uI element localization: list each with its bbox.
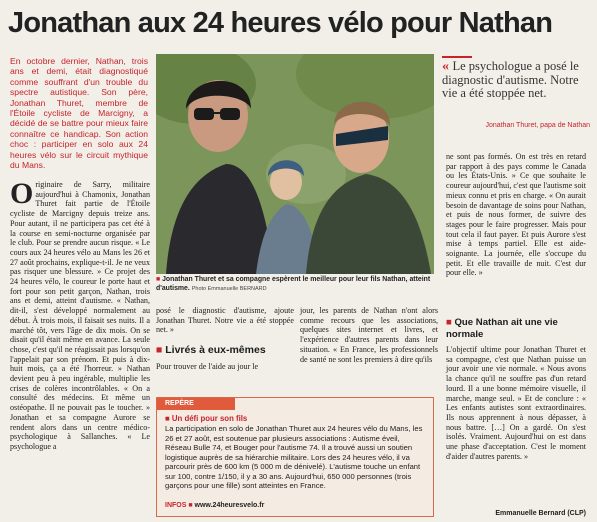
repere-title: [165, 414, 425, 423]
column-2-top: posé le diagnostic d'autisme, ajoute Jonathan Thuret. Notre vie a été stoppée net. »: [156, 306, 294, 335]
globe-icon: ■: [188, 502, 193, 509]
subhead-vie-normale: [446, 317, 590, 340]
quote-mark-icon: «: [442, 59, 453, 74]
column-3: jour, les parents de Nathan n'ont alors comme recours que les associations, quelques sites internet et livres, et l'expérience d'autres parents dans leur situation. « En France, les professionnels de santé ne sont les premiers à dire qu'ils: [300, 306, 438, 364]
subhead-marker-icon-2: ■: [446, 317, 452, 328]
column-4-bottom: L'objectif ultime pour Jonathan Thuret et sa compagne, c'est que Nathan puisse un jour avoir une vie normale. « Nous avons la chance qu'il ne souffre pas d'un retard lourd. Il a une bonne mémoire visuelle, il marche, mange seul. » Et de conclure : « Les enfants autistes sont extraordinaires. Ils nous apprennent à nous dépasser, à nous battre. […] On a gardé. On s'est isolés. Vraiment. Aujourd'hui on est dans une phase d'acceptation. C'est le moment d'aider d'autres parents. »: [446, 345, 586, 461]
quote-rule: [442, 56, 472, 58]
repere-info-url[interactable]: www.24heuresvelo.fr: [194, 502, 265, 509]
quote-author: Jonathan Thuret, papa de Nathan: [485, 122, 590, 129]
column-1: [10, 177, 150, 452]
repere-body: La participation en solo de Jonathan Thuret aux 24 heures vélo du Mans, les 26 et 27 août, est soutenue par plusieurs associations : Autisme éveil, Réseau Bulle 74, et Bouger pour l'autisme 74. Il a trouvé aussi un soutien logistique auprès de sa hiérarchie militaire. Lors des 24 heures vélo, il va parcourir près de 600 km (5 000 m de dénivelé). L'autisme touche un enfant sur 100, contre 1/150, il y a 30 ans. Aujourd'hui, 650 000 personnes (trois garçons pour une fille) sont atteintes en France.: [165, 424, 423, 490]
photo-credit: Photo Emmanuelle BERNARD: [191, 285, 267, 292]
repere-tag: REPÈRE: [157, 398, 235, 410]
column-1-text: riginaire de Sarry, militaire aujourd'hui à Chamonix, Jonathan Thuret fait partie de l'Étoile cycliste de Marcigny depuis treize ans. Pour autant, il ne participera pas cet été à la course en semi-nocturne organisée par le club. Pour se prendre aucun risque. « Le cours aux 24 heures vélo au Mans les 26 et 27 août prochains, explique-t-il. Je ne veux pas risquer une blessure. » Ce projet des 24 heures vélo, le coureur le porte haut et fort pour son petit garçon, Nathan, trois ans et demi, atteint d'autisme. « Nathan, dit-il, s'est développé normalement au début. À trois mois, il faisait ses nuits. Il a marché tôt, vers l'âge de dix mois. On se disait qu'il était même en avance. La seule chose, c'est qu'il ne réagissait pas lorsqu'on l'appelait par son prénom. Et puis à dix-huit mois, ça a été l'horreur. » Nathan devient peu à peu ingérable, multiplie les crises de colères incontrôlables. « On a consulté des médecins. Et même un ostéopathe. Il ne pouvait pas le toucher. » Jonathan et sa compagne Aurore se rendent alors dans un centre médico-psychologique à Sallanches. « Le psychologue a: [10, 180, 150, 451]
subhead-vie-normale-text: Que Nathan ait une vie normale: [446, 317, 558, 340]
pull-quote-text: Le psychologue a posé le diagnostic d'autisme. Notre vie a été stoppée net.: [442, 59, 579, 100]
headline: Jonathan aux 24 heures vélo pour Nathan: [8, 7, 553, 39]
author-signature: Emmanuelle Bernard (CLP): [495, 510, 586, 517]
subhead-marker-icon: ■: [156, 344, 163, 356]
column-4-top: ne sont pas formés. On est très en retard par rapport à des pays comme le Canada ou les États-Unis. » Ce que souhaite le coureur aujourd'hui, c'est que l'autisme soit mieux connu et pris en charge. « On aurait besoin de davantage de soins pour Nathan, et puis de nous former, de suivre des stages pour le faire progresser. Mais pour tout cela il faut payer. Et puis Aurore s'est mise à temps partiel. Elle est aide-soignante. La journée, elle s'occupe du petit. Et elle travaille de nuit. C'est dur pour elle. »: [446, 152, 586, 278]
repere-info-label: INFOS: [165, 502, 187, 509]
caption-marker-icon: ■: [156, 276, 161, 283]
dropcap: O: [10, 177, 34, 210]
photo-illustration: [156, 54, 434, 274]
intro-paragraph: En octobre dernier, Nathan, trois ans et demi, était diagnostiqué comme souffrant d'un trouble du spectre autistique. Son père, Jonathan Thuret, membre de l'Étoile cycliste de Marcigny, a décidé de se battre pour mieux faire connaître ce handicap. Son action choc : participer en solo aux 24 heures vélo sur le circuit mythique du Mans.: [10, 56, 148, 171]
repere-marker-icon: ■: [165, 414, 172, 423]
article-photo: [156, 54, 434, 274]
repere-title-text: Un défi pour son fils: [171, 414, 248, 423]
photo-caption: [156, 276, 436, 293]
repere-box: [156, 397, 434, 517]
pull-quote: [442, 60, 590, 101]
caption-text: Jonathan Thuret et sa compagne espèrent le meilleur pour leur fils Nathan, atteint d'autisme.: [156, 276, 431, 292]
subhead-livres-text: Livrés à eux-mêmes: [165, 344, 266, 356]
repere-info: [165, 502, 425, 509]
column-2-bottom: Pour trouver de l'aide au jour le: [156, 362, 259, 371]
subhead-livres: [156, 344, 294, 357]
